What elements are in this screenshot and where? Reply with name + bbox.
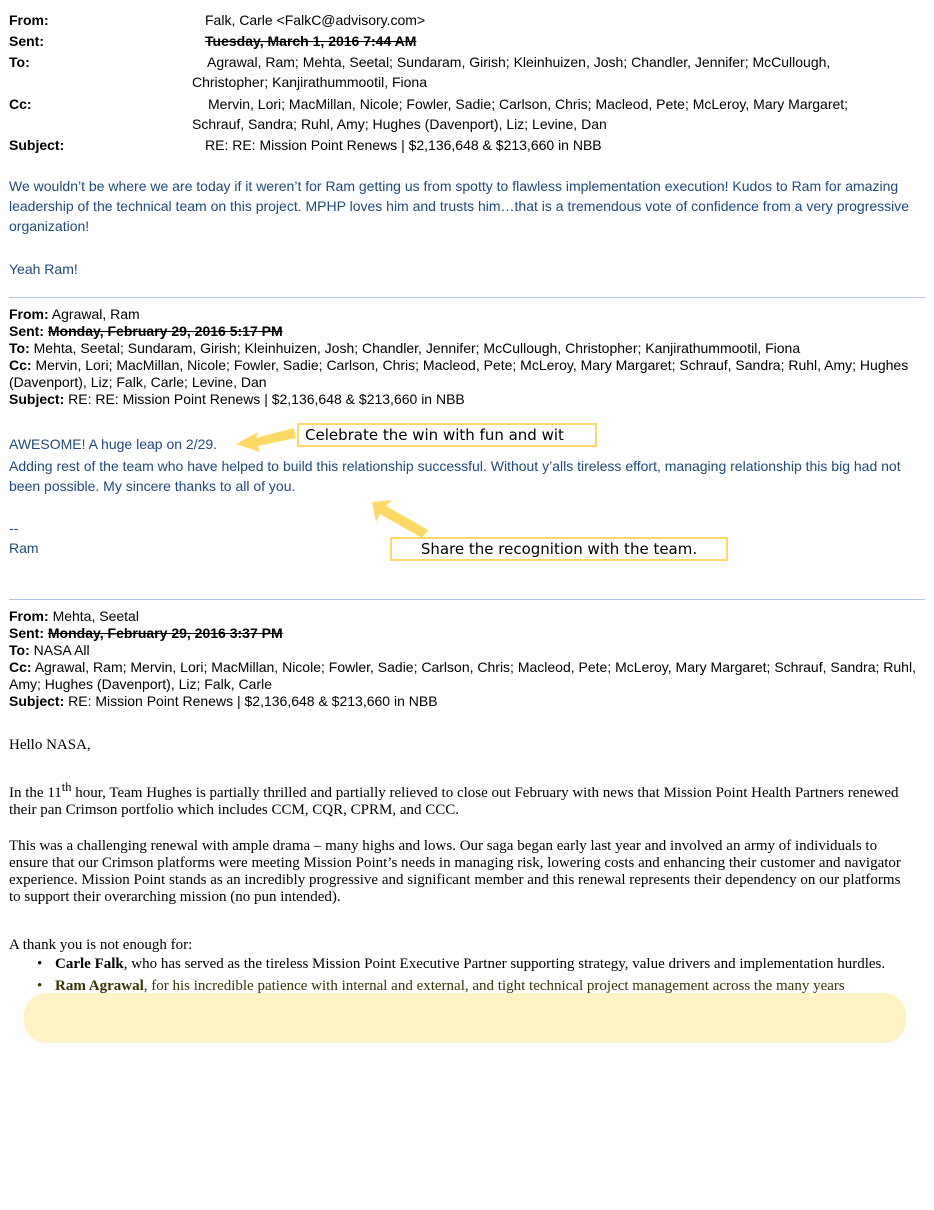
email3-cc: Agrawal, Ram; Mervin, Lori; MacMillan, Nicole; Fowler, Sadie; Carlson, Chris; Macleod, Pete; McLeroy, Mary Margaret; Schrauf, Sandra; Ruhl, Amy; Hughes (Davenport), Liz; Falk, Carle	[9, 659, 916, 692]
email1-to-line1: Agrawal, Ram; Mehta, Seetal; Sundaram, Girish; Kleinhuizen, Josh; Chandler, Jennifer; McCullough,	[207, 54, 831, 70]
email3-greeting: Hello NASA,	[9, 737, 91, 753]
arrow-left-icon	[236, 424, 296, 454]
bullet-text: , who has served as the tireless Mission Point Executive Partner supporting strategy, value drivers and implementation hurdles.	[123, 956, 886, 972]
email2-from: Agrawal, Ram	[51, 306, 140, 322]
sent-label: Sent:	[9, 33, 44, 49]
divider	[9, 599, 925, 600]
highlight-band	[24, 993, 906, 1043]
subject-label: Subject:	[9, 693, 65, 709]
divider	[9, 297, 925, 298]
email3-para1	[9, 779, 909, 819]
email2-sig-name: Ram	[9, 540, 39, 556]
para1-post: hour, Team Hughes is partially thrilled and partially relieved to close out February with news that Mission Point Health Partners renewed their pan Crimson portfolio which includes CCM, CQR, CPRM, and CCC.	[9, 785, 899, 818]
para1-sup: th	[61, 780, 72, 794]
cc-label: Cc:	[9, 357, 32, 373]
thank-you-list	[9, 956, 899, 995]
from-label: From:	[9, 12, 49, 28]
callout-recognition: Share the recognition with the team.	[390, 537, 728, 561]
from-label: From:	[9, 306, 49, 322]
email3-para2: This was a challenging renewal with ample drama – many highs and lows. Our saga began early last year and involved an army of individuals to ensure that our Crimson platforms were meeting Mission Point’s needs in managing risk, lowering costs and enhancing their customer and navigator experience. Mission Point stands as an incredibly progressive and significant member and this renewal represents their dependency on our platforms to support their overarching mission (no pun intended).	[9, 838, 901, 905]
email3-to: NASA All	[33, 642, 90, 658]
email1-cc-line1: Mervin, Lori; MacMillan, Nicole; Fowler, Sadie; Carlson, Chris; Macleod, Pete; McLeroy, Mary Margaret;	[208, 96, 849, 112]
bullet-name: Ram Agrawal	[55, 978, 144, 994]
to-label: To:	[9, 54, 30, 70]
email1-cc-line2: Schrauf, Sandra; Ruhl, Amy; Hughes (Davenport), Liz; Levine, Dan	[192, 116, 607, 132]
email2-to: Mehta, Seetal; Sundaram, Girish; Kleinhuizen, Josh; Chandler, Jennifer; McCullough, Christopher; Kanjirathummootil, Fiona	[33, 340, 801, 356]
email2-sig-dash: --	[9, 520, 19, 536]
list-item	[9, 978, 899, 995]
email3-sent: Monday, February 29, 2016 3:37 PM	[47, 625, 283, 641]
email1-subject: RE: RE: Mission Point Renews | $2,136,648 & $213,660 in NBB	[205, 137, 602, 153]
email3-header	[9, 608, 925, 710]
email1-sent: Tuesday, March 1, 2016 7:44 AM	[205, 33, 417, 49]
subject-label: Subject:	[9, 137, 65, 153]
cc-label: Cc:	[9, 659, 32, 675]
para1-pre: In the 11	[9, 785, 62, 801]
email2-body-line1: AWESOME! A huge leap on 2/29.	[9, 436, 218, 452]
bullet-text: , for his incredible patience with internal and external, and tight technical project management across the many years	[143, 978, 845, 994]
email1-from: Falk, Carle <FalkC@advisory.com>	[205, 12, 426, 28]
to-label: To:	[9, 340, 30, 356]
from-label: From:	[9, 608, 49, 624]
subject-label: Subject:	[9, 391, 65, 407]
arrow-up-left-icon	[372, 498, 432, 540]
sent-label: Sent:	[9, 323, 44, 339]
email3-subject: RE: Mission Point Renews | $2,136,648 & $213,660 in NBB	[68, 693, 438, 709]
email2-body-para: Adding rest of the team who have helped to build this relationship successful. Without y’alls tireless effort, managing relationship this big had not been possible. My sincere thanks to all of you.	[9, 458, 901, 494]
email2-sent: Monday, February 29, 2016 5:17 PM	[47, 323, 283, 339]
bullet-name: Carle Falk	[55, 956, 124, 972]
email2-cc: Mervin, Lori; MacMillan, Nicole; Fowler, Sadie; Carlson, Chris; Macleod, Pete; McLeroy, Mary Margaret; Schrauf, Sandra; Ruhl, Amy; Hughes (Davenport), Liz; Falk, Carle; Levine, Dan	[9, 357, 909, 390]
cc-label: Cc:	[9, 96, 32, 112]
email3-from: Mehta, Seetal	[52, 608, 139, 624]
to-label: To:	[9, 642, 30, 658]
callout-celebrate: Celebrate the win with fun and wit	[297, 423, 597, 447]
email1-to-line2: Christopher; Kanjirathummootil, Fiona	[192, 74, 427, 90]
email1-closing: Yeah Ram!	[9, 261, 78, 277]
email2-header	[9, 306, 925, 408]
email1-body: We wouldn’t be where we are today if it weren’t for Ram getting us from spotty to flawless implementation execution! Kudos to Ram for amazing leadership of the technical team on this project. MPHP loves him and trusts him…that is a tremendous vote of confidence from a very progressive organization!	[9, 178, 910, 234]
sent-label: Sent:	[9, 625, 44, 641]
email3-para3: A thank you is not enough for:	[9, 937, 193, 953]
list-item	[9, 956, 899, 973]
email2-subject: RE: RE: Mission Point Renews | $2,136,648 & $213,660 in NBB	[68, 391, 465, 407]
